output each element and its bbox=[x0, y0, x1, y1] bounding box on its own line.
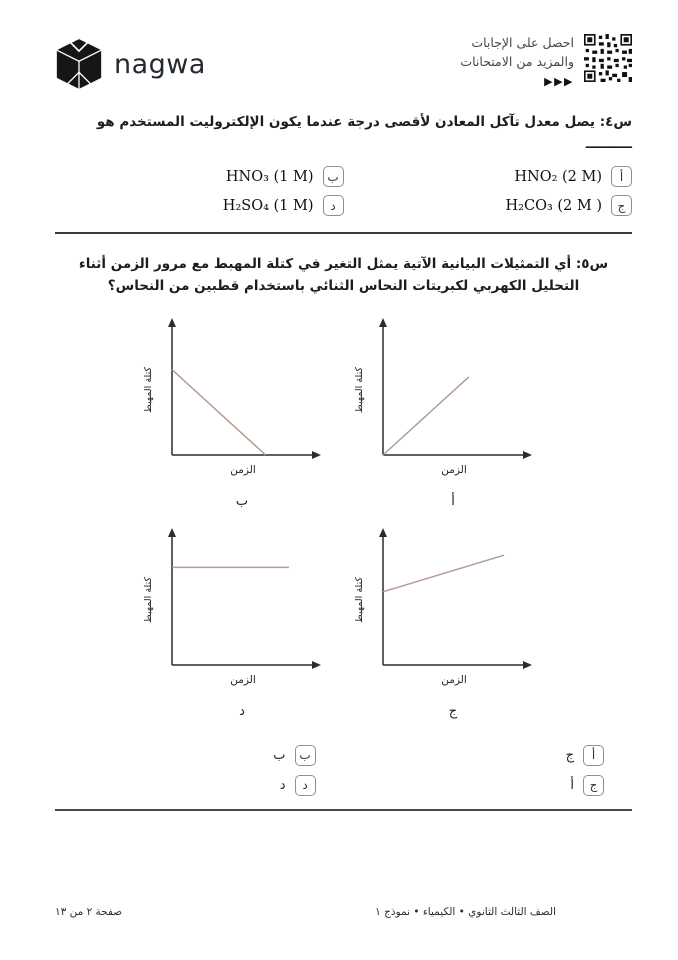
question-4-text bbox=[55, 112, 632, 155]
graph-b-plot bbox=[138, 315, 328, 485]
nagwa-logo-icon bbox=[55, 38, 103, 90]
graph-a-letter: أ bbox=[451, 493, 455, 509]
graph-a bbox=[349, 315, 539, 509]
option-c-letter-box[interactable]: ج bbox=[611, 195, 632, 216]
option-b-formula: HNO₃ (1 M) bbox=[225, 168, 314, 185]
answer-b-letter-box[interactable]: ب bbox=[295, 745, 316, 766]
option-b-letter-box[interactable]: ب bbox=[323, 166, 344, 187]
arrows-icon: ▶▶▶ bbox=[544, 74, 574, 88]
graph-a-ylabel: كتلة المهبط bbox=[354, 366, 365, 413]
option-d-letter-box[interactable]: د bbox=[323, 195, 344, 216]
graph-a-xlabel: الزمن bbox=[441, 463, 467, 476]
answer-a-value: ج bbox=[565, 747, 574, 763]
question-5-text bbox=[55, 254, 632, 297]
graph-c bbox=[349, 525, 539, 719]
question-4-number: س٤: bbox=[599, 114, 632, 130]
graph-row-1 bbox=[55, 315, 632, 509]
header-tagline bbox=[460, 34, 574, 88]
graph-row-2 bbox=[55, 525, 632, 719]
graph-c-plot bbox=[349, 525, 539, 695]
graph-d-xlabel: الزمن bbox=[230, 673, 256, 686]
qr-code-icon bbox=[584, 34, 632, 82]
question-4-options bbox=[55, 166, 632, 216]
course-info: الصف الثالث الثانوي • الكيمياء • نموذج ١ bbox=[375, 906, 556, 918]
option-c[interactable] bbox=[344, 195, 633, 216]
brand-name: nagwa bbox=[114, 48, 206, 80]
graph-c-ylabel: كتلة المهبط bbox=[354, 576, 365, 623]
header-right bbox=[460, 34, 632, 88]
answer-graphs bbox=[55, 315, 632, 719]
option-a-letter-box[interactable]: أ bbox=[611, 166, 632, 187]
graph-b bbox=[138, 315, 328, 509]
page-header bbox=[55, 34, 632, 100]
question-5-body: أي التمثيلات البيانية الآتية يمثل التغير في كتلة المهبط مع مرور الزمن أثناء التحليل الكهربي لكبريتات النحاس الثنائي باستخدام قطبين من النحاس؟ bbox=[78, 256, 580, 294]
option-c-formula: H₂CO₃ (2 M ) bbox=[505, 197, 602, 214]
graph-a-plot bbox=[349, 315, 539, 485]
graph-b-letter: ب bbox=[235, 493, 249, 509]
question-4 bbox=[55, 112, 632, 234]
option-a-formula: HNO₂ (2 M) bbox=[514, 168, 602, 185]
section-divider bbox=[55, 232, 632, 234]
tagline-line2: والمزيد من الامتحانات bbox=[460, 53, 574, 69]
option-d-formula: H₂SO₄ (1 M) bbox=[222, 197, 314, 214]
answer-b-value: ب bbox=[273, 747, 286, 763]
answer-c[interactable] bbox=[344, 775, 633, 796]
nagwa-brand bbox=[55, 34, 206, 90]
graph-b-ylabel: كتلة المهبط bbox=[143, 366, 154, 413]
answer-b[interactable] bbox=[55, 745, 344, 766]
page-footer bbox=[55, 906, 632, 918]
answer-d-letter-box[interactable]: د bbox=[295, 775, 316, 796]
tagline-line1: احصل على الإجابات bbox=[471, 35, 574, 50]
answer-c-value: أ bbox=[570, 777, 574, 793]
bottom-divider bbox=[55, 809, 632, 811]
graph-d-plot bbox=[138, 525, 328, 695]
graph-d bbox=[138, 525, 328, 719]
answer-c-letter-box[interactable]: ج bbox=[583, 775, 604, 796]
answer-d-value: د bbox=[279, 777, 286, 793]
answer-blank: ــــــــــ bbox=[585, 135, 632, 152]
answer-d[interactable] bbox=[55, 775, 344, 796]
graph-c-letter: ج bbox=[448, 703, 458, 719]
option-a[interactable] bbox=[344, 166, 633, 187]
answer-a-letter-box[interactable]: أ bbox=[583, 745, 604, 766]
graph-b-xlabel: الزمن bbox=[230, 463, 256, 476]
question-5-answers bbox=[55, 745, 632, 796]
graph-d-ylabel: كتلة المهبط bbox=[143, 576, 154, 623]
graph-d-letter: د bbox=[239, 703, 245, 719]
option-d[interactable] bbox=[55, 195, 344, 216]
answer-a[interactable] bbox=[344, 745, 633, 766]
graph-c-xlabel: الزمن bbox=[441, 673, 467, 686]
option-b[interactable] bbox=[55, 166, 344, 187]
question-5-number: س٥: bbox=[575, 256, 609, 273]
question-4-body: يصل معدل تآكل المعادن لأقصى درجة عندما يكون الإلكتروليت المستخدم هو bbox=[96, 114, 595, 130]
page-number: صفحة ٢ من ١٣ bbox=[55, 906, 123, 918]
